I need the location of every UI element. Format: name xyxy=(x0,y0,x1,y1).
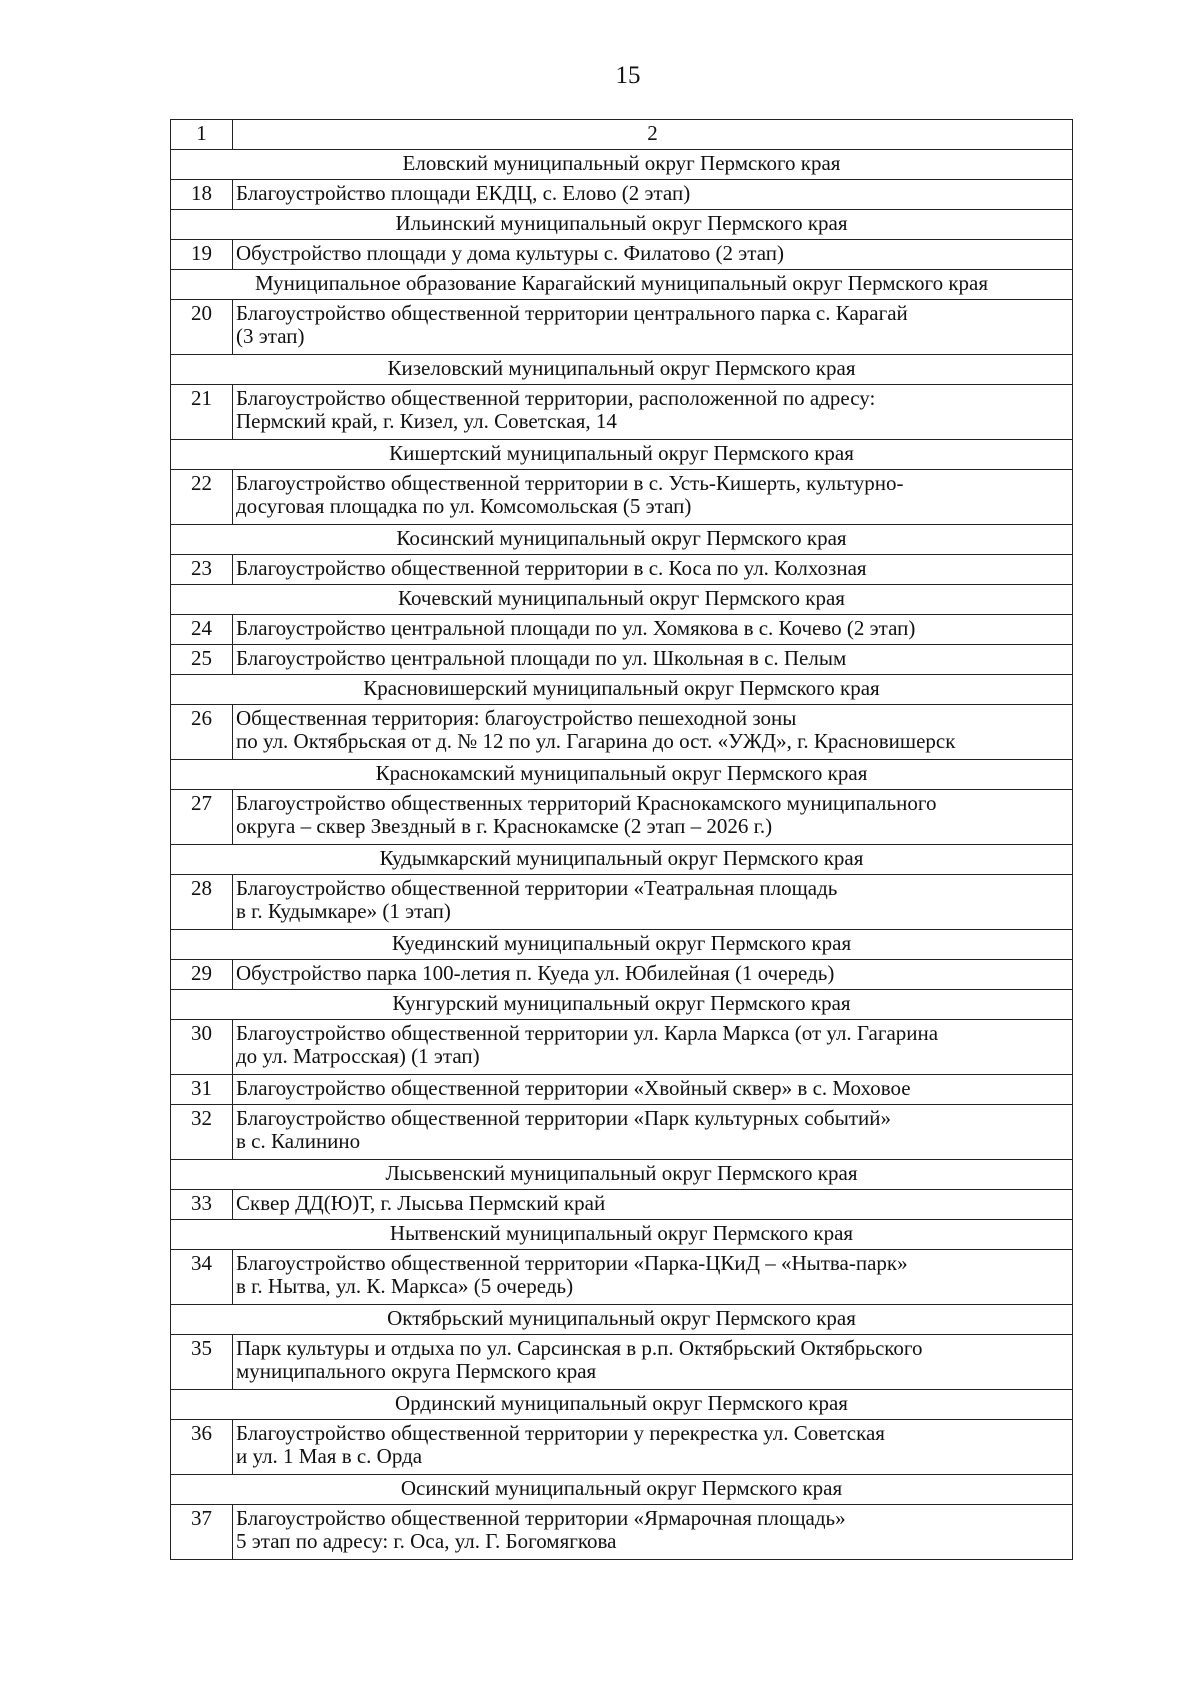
item-description-line: Пермский край, г. Кизел, ул. Советская, 14 xyxy=(236,409,617,433)
item-row xyxy=(171,875,1073,930)
district-name: Кишертский муниципальный округ Пермского края xyxy=(171,440,1073,470)
item-row xyxy=(171,1420,1073,1475)
item-description-line: в г. Кудымкаре» (1 этап) xyxy=(236,899,451,923)
district-row xyxy=(171,525,1073,555)
item-description xyxy=(233,1250,1073,1305)
district-name: Кунгурский муниципальный округ Пермского края xyxy=(171,990,1073,1020)
item-row xyxy=(171,1020,1073,1075)
item-description-line: и ул. 1 Мая в с. Орда xyxy=(236,1444,423,1468)
item-number: 27 xyxy=(171,790,233,845)
item-description-line: округа – сквер Звездный в г. Краснокамске (2 этап – 2026 г.) xyxy=(236,814,773,838)
registry-body xyxy=(171,120,1073,1560)
district-name: Косинский муниципальный округ Пермского края xyxy=(171,525,1073,555)
item-description xyxy=(233,385,1073,440)
item-description-line: Благоустройство общественной территории в с. Коса по ул. Колхозная xyxy=(236,556,867,580)
item-number: 22 xyxy=(171,470,233,525)
item-description-line: Общественная территория: благоустройство пешеходной зоны xyxy=(236,706,797,730)
item-description xyxy=(233,1335,1073,1390)
item-row xyxy=(171,555,1073,585)
district-row xyxy=(171,210,1073,240)
item-description-line: досуговая площадка по ул. Комсомольская (5 этап) xyxy=(236,494,692,518)
district-name: Октябрьский муниципальный округ Пермского края xyxy=(171,1305,1073,1335)
item-description-line: Обустройство площади у дома культуры с. Филатово (2 этап) xyxy=(236,241,784,265)
header-row xyxy=(171,120,1073,150)
district-name: Ординский муниципальный округ Пермского края xyxy=(171,1390,1073,1420)
item-row xyxy=(171,385,1073,440)
district-row xyxy=(171,585,1073,615)
header-col-description: 2 xyxy=(233,120,1073,150)
item-description xyxy=(233,1105,1073,1160)
item-description-line: Благоустройство общественной территории ул. Карла Маркса (от ул. Гагарина xyxy=(236,1021,939,1045)
item-number: 23 xyxy=(171,555,233,585)
item-row xyxy=(171,705,1073,760)
page-number: 15 xyxy=(615,62,641,89)
item-description xyxy=(233,790,1073,845)
item-number: 24 xyxy=(171,615,233,645)
item-description xyxy=(233,1075,1073,1105)
district-name: Краснокамский муниципальный округ Пермского края xyxy=(171,760,1073,790)
item-row xyxy=(171,240,1073,270)
item-description xyxy=(233,555,1073,585)
item-number: 28 xyxy=(171,875,233,930)
registry-table xyxy=(170,119,1073,1560)
district-row xyxy=(171,845,1073,875)
item-number: 35 xyxy=(171,1335,233,1390)
item-number: 29 xyxy=(171,960,233,990)
item-description xyxy=(233,180,1073,210)
item-description-line: муниципального округа Пермского края xyxy=(236,1359,597,1383)
item-row xyxy=(171,960,1073,990)
item-row xyxy=(171,1335,1073,1390)
item-description xyxy=(233,705,1073,760)
item-description-line: Сквер ДД(Ю)Т, г. Лысьва Пермский край xyxy=(236,1191,606,1215)
item-description xyxy=(233,875,1073,930)
district-name: Куединский муниципальный округ Пермского края xyxy=(171,930,1073,960)
district-row xyxy=(171,760,1073,790)
item-description-line: Благоустройство общественной территории центрального парка с. Карагай xyxy=(236,301,908,325)
item-description-line: Благоустройство центральной площади по ул. Хомякова в с. Кочево (2 этап) xyxy=(236,616,916,640)
item-row xyxy=(171,1190,1073,1220)
item-description xyxy=(233,1020,1073,1075)
item-description-line: Благоустройство общественной территории у перекрестка ул. Советская xyxy=(236,1421,885,1445)
item-row xyxy=(171,470,1073,525)
item-number: 34 xyxy=(171,1250,233,1305)
item-description-line: 5 этап по адресу: г. Оса, ул. Г. Богомягкова xyxy=(236,1529,617,1553)
district-row xyxy=(171,1160,1073,1190)
header-col-number: 1 xyxy=(171,120,233,150)
item-row xyxy=(171,1250,1073,1305)
item-row xyxy=(171,615,1073,645)
item-description-line: Благоустройство общественной территории «Хвойный сквер» в с. Моховое xyxy=(236,1076,911,1100)
district-name: Муниципальное образование Карагайский муниципальный округ Пермского края xyxy=(171,270,1073,300)
item-description xyxy=(233,1420,1073,1475)
item-description xyxy=(233,1190,1073,1220)
district-name: Кочевский муниципальный округ Пермского края xyxy=(171,585,1073,615)
item-description xyxy=(233,615,1073,645)
item-description-line: Обустройство парка 100-летия п. Куеда ул. Юбилейная (1 очередь) xyxy=(236,961,835,985)
district-name: Осинский муниципальный округ Пермского края xyxy=(171,1475,1073,1505)
district-row xyxy=(171,355,1073,385)
item-number: 30 xyxy=(171,1020,233,1075)
district-name: Нытвенский муниципальный округ Пермского края xyxy=(171,1220,1073,1250)
item-description-line: Благоустройство общественной территории, расположенной по адресу: xyxy=(236,386,876,410)
item-number: 36 xyxy=(171,1420,233,1475)
item-number: 37 xyxy=(171,1505,233,1560)
item-description-line: Благоустройство общественных территорий Краснокамского муниципального xyxy=(236,791,937,815)
district-row xyxy=(171,270,1073,300)
item-row xyxy=(171,645,1073,675)
item-number: 25 xyxy=(171,645,233,675)
item-number: 31 xyxy=(171,1075,233,1105)
item-number: 21 xyxy=(171,385,233,440)
item-number: 18 xyxy=(171,180,233,210)
item-description xyxy=(233,470,1073,525)
district-row xyxy=(171,1220,1073,1250)
district-row xyxy=(171,990,1073,1020)
district-row xyxy=(171,440,1073,470)
item-description-line: в г. Нытва, ул. К. Маркса» (5 очередь) xyxy=(236,1274,574,1298)
district-row xyxy=(171,150,1073,180)
item-description-line: Благоустройство площади ЕКДЦ, с. Елово (2 этап) xyxy=(236,181,691,205)
item-row xyxy=(171,1505,1073,1560)
item-description xyxy=(233,240,1073,270)
district-name: Ильинский муниципальный округ Пермского края xyxy=(171,210,1073,240)
item-description-line: до ул. Матросская) (1 этап) xyxy=(236,1044,480,1068)
district-row xyxy=(171,1475,1073,1505)
item-number: 26 xyxy=(171,705,233,760)
district-row xyxy=(171,1305,1073,1335)
item-description-line: в с. Калинино xyxy=(236,1129,361,1153)
item-description xyxy=(233,1505,1073,1560)
district-name: Кизеловский муниципальный округ Пермского края xyxy=(171,355,1073,385)
item-row xyxy=(171,180,1073,210)
item-description xyxy=(233,300,1073,355)
item-description-line: Благоустройство общественной территории «Ярмарочная площадь» xyxy=(236,1506,846,1530)
item-description-line: Благоустройство центральной площади по ул. Школьная в с. Пелым xyxy=(236,646,847,670)
item-description-line: Благоустройство общественной территории «Парка-ЦКиД – «Нытва-парк» xyxy=(236,1251,908,1275)
item-number: 19 xyxy=(171,240,233,270)
district-name: Еловский муниципальный округ Пермского края xyxy=(171,150,1073,180)
item-row xyxy=(171,790,1073,845)
item-number: 33 xyxy=(171,1190,233,1220)
item-description-line: Благоустройство общественной территории в с. Усть-Кишерть, культурно- xyxy=(236,471,904,495)
item-number: 32 xyxy=(171,1105,233,1160)
district-name: Кудымкарский муниципальный округ Пермского края xyxy=(171,845,1073,875)
item-description-line: (3 этап) xyxy=(236,324,305,348)
district-name: Лысьвенский муниципальный округ Пермского края xyxy=(171,1160,1073,1190)
item-row xyxy=(171,1075,1073,1105)
district-row xyxy=(171,930,1073,960)
district-row xyxy=(171,1390,1073,1420)
item-description-line: Благоустройство общественной территории «Парк культурных событий» xyxy=(236,1106,891,1130)
item-description-line: Парк культуры и отдыха по ул. Сарсинская в р.п. Октябрьский Октябрьского xyxy=(236,1336,923,1360)
item-description-line: Благоустройство общественной территории «Театральная площадь xyxy=(236,876,838,900)
item-description xyxy=(233,960,1073,990)
district-name: Красновишерский муниципальный округ Пермского края xyxy=(171,675,1073,705)
item-description xyxy=(233,645,1073,675)
item-row xyxy=(171,1105,1073,1160)
district-row xyxy=(171,675,1073,705)
item-number: 20 xyxy=(171,300,233,355)
item-row xyxy=(171,300,1073,355)
item-description-line: по ул. Октябрьская от д. № 12 по ул. Гагарина до ост. «УЖД», г. Красновишерск xyxy=(236,729,956,753)
